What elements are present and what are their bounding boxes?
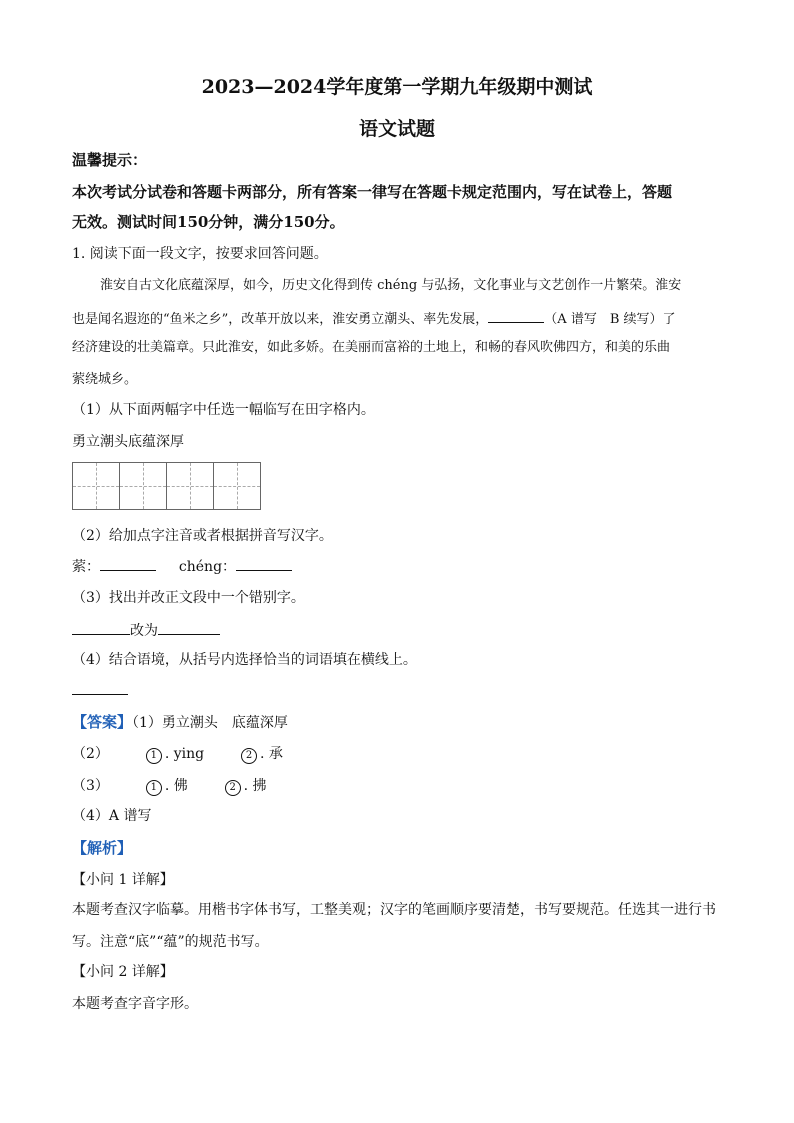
sub2-label-b: chéng： xyxy=(178,559,237,575)
sub2-blank-b[interactable] xyxy=(236,556,292,571)
passage-line-2b: （A 谱写 B 续写）了 xyxy=(544,312,676,327)
passage-line-4: 萦绕城乡。 xyxy=(72,372,138,387)
passage-line-1: 淮安自古文化底蕴深厚，如今，历史文化得到传 chéng 与弘扬，文化事业与文艺创作一片繁荣。淮安 xyxy=(100,278,682,293)
sub-question-1-words: 勇立潮头底蕴深厚 xyxy=(72,434,184,450)
sub-question-4-blank xyxy=(72,680,128,701)
sub3-mid: 改为 xyxy=(130,623,158,639)
tianzige-grid[interactable] xyxy=(72,462,260,510)
tianzige-cell[interactable] xyxy=(72,462,120,510)
analysis-section-1-line-2: 写。注意“底”“蕴”的规范书写。 xyxy=(72,934,269,950)
sub3-blank-b[interactable] xyxy=(158,620,220,635)
sub-question-1: （1）从下面两幅字中任选一幅临写在田字格内。 xyxy=(72,402,375,418)
answer-3-value-1: . 佛 xyxy=(164,778,188,794)
question-1-stem: 1. 阅读下面一段文字，按要求回答问题。 xyxy=(72,246,328,262)
tianzige-cell[interactable] xyxy=(119,462,167,510)
answer-line-2 xyxy=(72,744,283,764)
sub-question-3: （3）找出并改正文段中一个错别字。 xyxy=(72,590,305,606)
analysis-label: 【解析】 xyxy=(72,839,133,857)
passage-line-2a: 也是闻名遐迩的“鱼米之乡”，改革开放以来，淮安勇立潮头、率先发展， xyxy=(72,312,489,327)
tianzige-cell[interactable] xyxy=(213,462,261,510)
sub-question-2: （2）给加点字注音或者根据拼音写汉字。 xyxy=(72,528,333,544)
passage-line-2 xyxy=(72,308,676,330)
sub-question-2-blanks xyxy=(72,556,292,577)
analysis-section-2-title: 【小问 2 详解】 xyxy=(72,964,174,980)
circled-number: 2 xyxy=(225,780,241,796)
analysis-section-1-line-1: 本题考查汉字临摹。用楷书字体书写，工整美观；汉字的笔画顺序要清楚，书写要规范。任选其一进行书 xyxy=(72,902,716,918)
answer-2-value-1: . ying xyxy=(164,746,205,762)
circled-number: 2 xyxy=(241,748,257,764)
analysis-section-1-title: 【小问 1 详解】 xyxy=(72,872,174,888)
sub2-blank-a[interactable] xyxy=(100,556,156,571)
circled-number: 1 xyxy=(146,748,162,764)
answer-line-4: （4）A 谱写 xyxy=(72,808,152,824)
tianzige-cell[interactable] xyxy=(166,462,214,510)
answer-3-value-2: . 拂 xyxy=(243,778,267,794)
tip-heading: 温馨提示： xyxy=(72,151,148,169)
sub-question-3-blanks xyxy=(72,620,220,641)
answer-1: （1）勇立潮头 底蕴深厚 xyxy=(132,715,288,731)
sub-question-4: （4）结合语境，从括号内选择恰当的词语填在横线上。 xyxy=(72,652,417,668)
answer-label: 【答案】 xyxy=(72,713,133,731)
answer-2-value-2: . 承 xyxy=(260,746,283,762)
exam-subtitle: 语文试题 xyxy=(358,118,435,140)
answer-2-prefix: （2） xyxy=(72,746,109,762)
sub3-blank-a[interactable] xyxy=(72,620,130,635)
answer-line-3 xyxy=(72,776,267,796)
circled-number: 1 xyxy=(146,780,162,796)
answer-blank[interactable] xyxy=(488,308,544,323)
answer-line-1 xyxy=(72,712,288,733)
exam-title: 2023—2024学年度第一学期九年级期中测试 xyxy=(201,76,593,98)
sub2-label-a: 萦： xyxy=(72,559,100,575)
passage-line-3: 经济建设的壮美篇章。只此淮安，如此多娇。在美丽而富裕的土地上，和畅的春风吹佛四方，和美的乐曲 xyxy=(72,340,671,355)
tip-line-1: 本次考试分试卷和答题卡两部分，所有答案一律写在答题卡规定范围内，写在试卷上，答题 xyxy=(72,183,673,201)
analysis-section-2-line-1: 本题考查字音字形。 xyxy=(72,996,198,1012)
tip-line-2: 无效。测试时间150分钟，满分150分。 xyxy=(72,213,345,231)
answer-3-prefix: （3） xyxy=(72,778,109,794)
sub4-blank[interactable] xyxy=(72,680,128,695)
